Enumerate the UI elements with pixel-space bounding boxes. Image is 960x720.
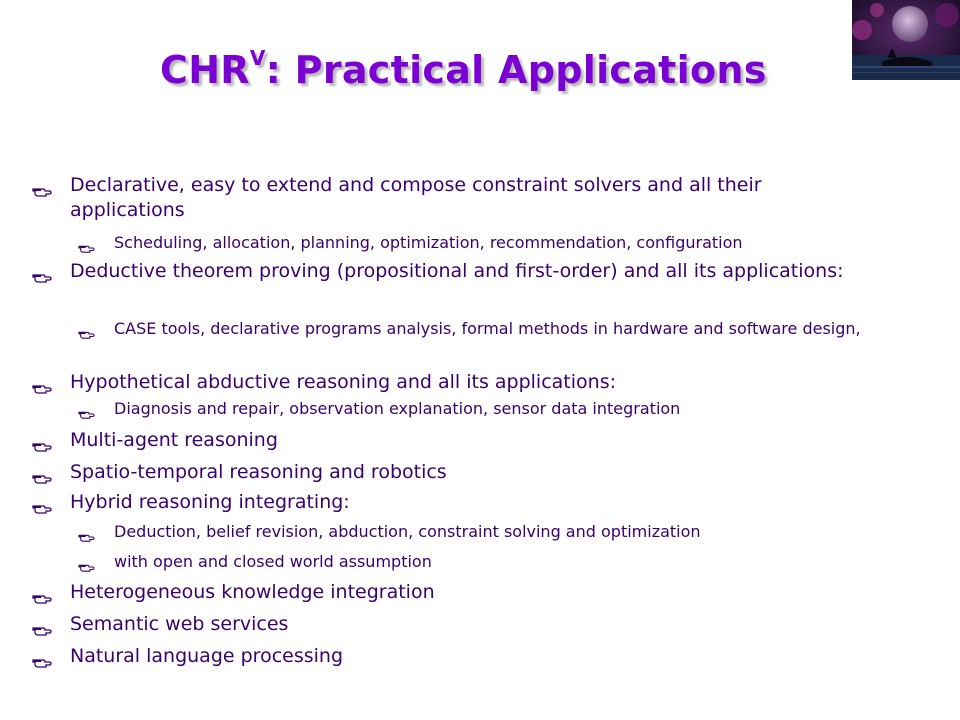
bullet-item	[32, 612, 850, 637]
bullet-text: Declarative, easy to extend and compose constraint solvers and all their applications	[70, 174, 762, 221]
sub-bullet-item	[78, 551, 884, 572]
bullet-item	[32, 460, 850, 485]
bullet-item	[32, 173, 850, 223]
pointing-hand-icon	[32, 265, 54, 290]
bullet-item	[32, 259, 850, 284]
pointing-hand-icon	[32, 376, 54, 401]
pointing-hand-icon	[32, 650, 54, 675]
title-superscript: V	[249, 46, 266, 70]
bullet-text: Semantic web services	[70, 613, 289, 635]
bullet-item	[32, 370, 850, 395]
bullet-item	[32, 644, 850, 669]
bullet-text: Scheduling, allocation, planning, optimization, recommendation, configuration	[114, 233, 743, 252]
sub-bullet-item	[78, 398, 884, 419]
pointing-hand-icon	[32, 586, 54, 611]
bullet-text: Hypothetical abductive reasoning and all its applications:	[70, 371, 616, 393]
pointing-hand-icon	[32, 466, 54, 491]
pointing-hand-icon	[32, 618, 54, 643]
pointing-hand-icon	[78, 237, 98, 258]
bullet-item	[32, 428, 850, 453]
sub-bullet-item	[78, 521, 884, 542]
pointing-hand-icon	[78, 556, 98, 577]
title-rest: : Practical Applications	[265, 48, 767, 92]
pointing-hand-icon	[78, 323, 98, 344]
bullet-text: Heterogeneous knowledge integration	[70, 581, 435, 603]
bullet-text: Diagnosis and repair, observation explanation, sensor data integration	[114, 399, 681, 418]
bullet-text: Deductive theorem proving (propositional and first-order) and all its applications:	[70, 260, 844, 282]
pointing-hand-icon	[32, 179, 54, 204]
bullet-item	[32, 580, 850, 605]
sub-bullet-item	[78, 232, 884, 253]
bullet-text: Spatio-temporal reasoning and robotics	[70, 461, 447, 483]
bullet-text: Natural language processing	[70, 645, 344, 667]
bullet-item	[32, 490, 850, 515]
bullet-text: Deduction, belief revision, abduction, constraint solving and optimization	[114, 522, 701, 541]
bullet-text: CASE tools, declarative programs analysis, formal methods in hardware and software design,	[114, 319, 861, 338]
title-main: CHR	[160, 48, 250, 92]
pointing-hand-icon	[32, 496, 54, 521]
pointing-hand-icon	[78, 403, 98, 424]
sub-bullet-item	[78, 318, 884, 339]
bullet-text: with open and closed world assumption	[114, 552, 432, 571]
pointing-hand-icon	[78, 526, 98, 547]
bullet-text: Multi-agent reasoning	[70, 429, 278, 451]
bullet-text: Hybrid reasoning integrating:	[70, 491, 350, 513]
pointing-hand-icon	[32, 434, 54, 459]
